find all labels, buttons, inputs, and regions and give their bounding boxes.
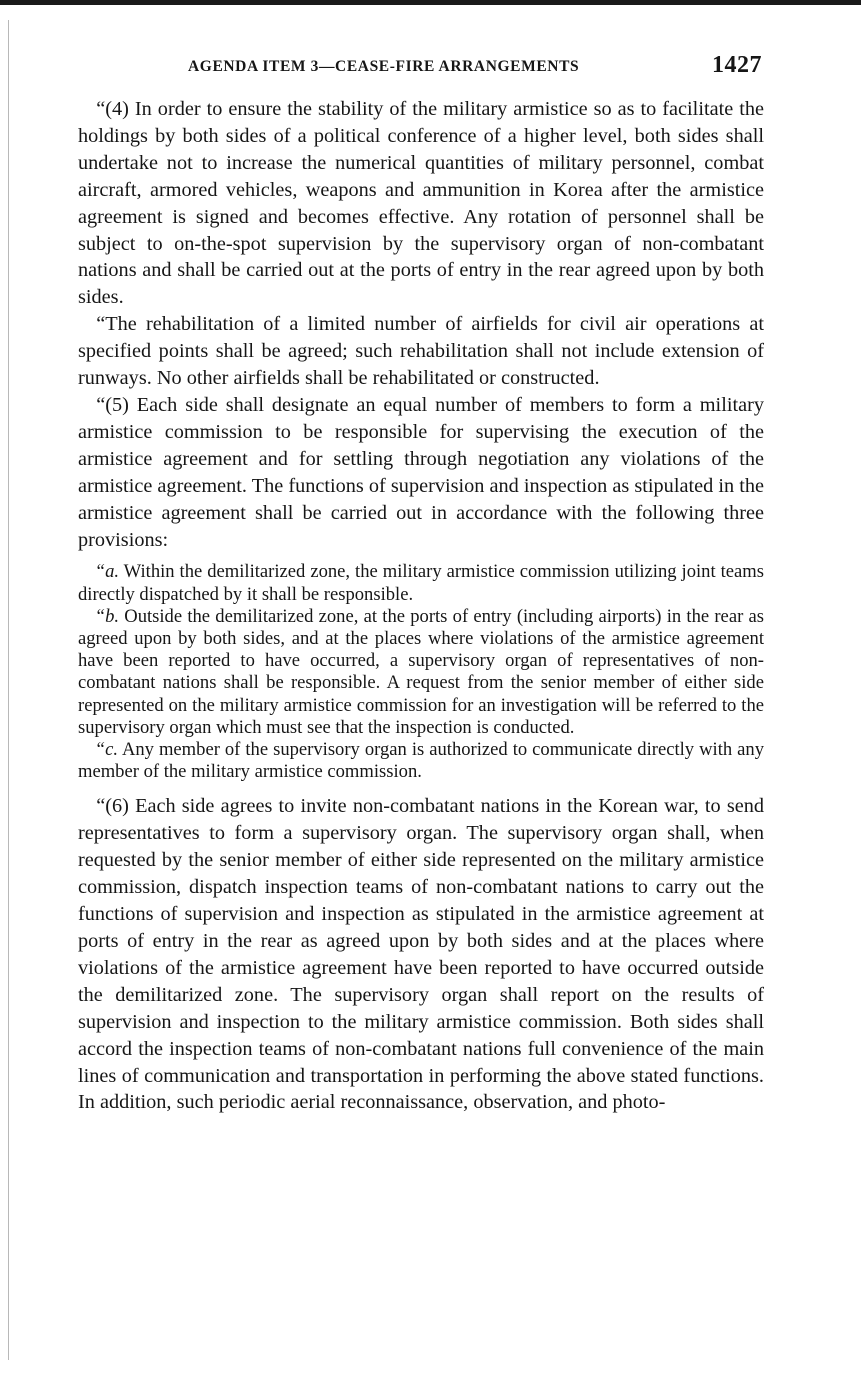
provision-b xyxy=(78,606,764,739)
provision-c xyxy=(78,739,764,783)
paragraph-5: “(5) Each side shall designate an equal number of members to form a military armistice commission to be responsible for supervising the execution of the armistice agreement and for settling through negotiation any violations of the armistice agreement. The functions of supervision and inspection as stipulated in the armistice agreement shall be carried out in accordance with the following three provisions: xyxy=(78,393,764,551)
provision-b-text: Outside the demilitarized zone, at the ports of entry (including airports) in the rear as agreed upon by both sides, and at the places where violations of the armistice agreement have been reported to have occurred, a supervisory organ of representatives of non-combatant nations shall be responsible. A request from the senior member of either side represented on the military armistice commission for an investigation will be referred to the supervisory organ which must see that the inspection is conducted. xyxy=(78,605,764,738)
paragraph-4: “(4) In order to ensure the stability of the military armistice so as to facilitate the holdings by both sides of a political conference of a higher level, both sides shall undertake not to increase the numerical quantities of military personnel, combat aircraft, armored vehicles, weapons and ammunition in Korea after the armistice agreement is signed and becomes effective. Any rotation of personnel shall be subject to on-the-spot supervision by the supervisory organ of non-combatant nations and shall be carried out at the ports of entry in the rear agreed upon by both sides. xyxy=(78,98,764,309)
provision-a xyxy=(78,561,764,605)
provision-b-marker: “b. xyxy=(94,605,120,627)
paragraph-4-airfields: “The rehabilitation of a limited number of airfields for civil air operations at specified points shall be agreed; such rehabilitation shall not include extension of runways. No other airfields shall be rehabilitated or constructed. xyxy=(78,313,764,390)
page-left-edge xyxy=(8,20,9,1360)
provisions-list xyxy=(78,561,764,783)
document-page xyxy=(78,52,764,1116)
page-number: 1427 xyxy=(712,52,762,78)
provision-c-text: Any member of the supervisory organ is authorized to communicate directly with any member of the military armistice commission. xyxy=(78,739,764,783)
running-header xyxy=(78,52,764,82)
provision-a-text: Within the demilitarized zone, the military armistice commission utilizing joint teams directly dispatched by it shall be responsible. xyxy=(78,561,764,605)
provision-a-marker: “a. xyxy=(94,561,120,583)
page-top-rule xyxy=(0,0,861,5)
provision-c-marker: “c. xyxy=(94,739,118,761)
paragraph-6: “(6) Each side agrees to invite non-combatant nations in the Korean war, to send representatives to form a supervisory organ. The supervisory organ shall, when requested by the senior member of either side represented on the military armistice commission, dispatch inspection teams of non-combatant nations to carry out the functions of supervision and inspection as stipulated in the armistice agreement at ports of entry in the rear as agreed upon by both sides and at the places where violations of the armistice agreement have been reported to have occurred outside the demilitarized zone. The supervisory organ shall report on the results of supervision and inspection to the military armistice commission. Both sides shall accord the inspection teams of non-combatant nations full convenience of the main lines of communication and transportation in performing the above stated functions. In addition, such periodic aerial reconnaissance, observation, and photo- xyxy=(78,795,764,1114)
running-title: AGENDA ITEM 3—CEASE-FIRE ARRANGEMENTS xyxy=(188,58,580,75)
